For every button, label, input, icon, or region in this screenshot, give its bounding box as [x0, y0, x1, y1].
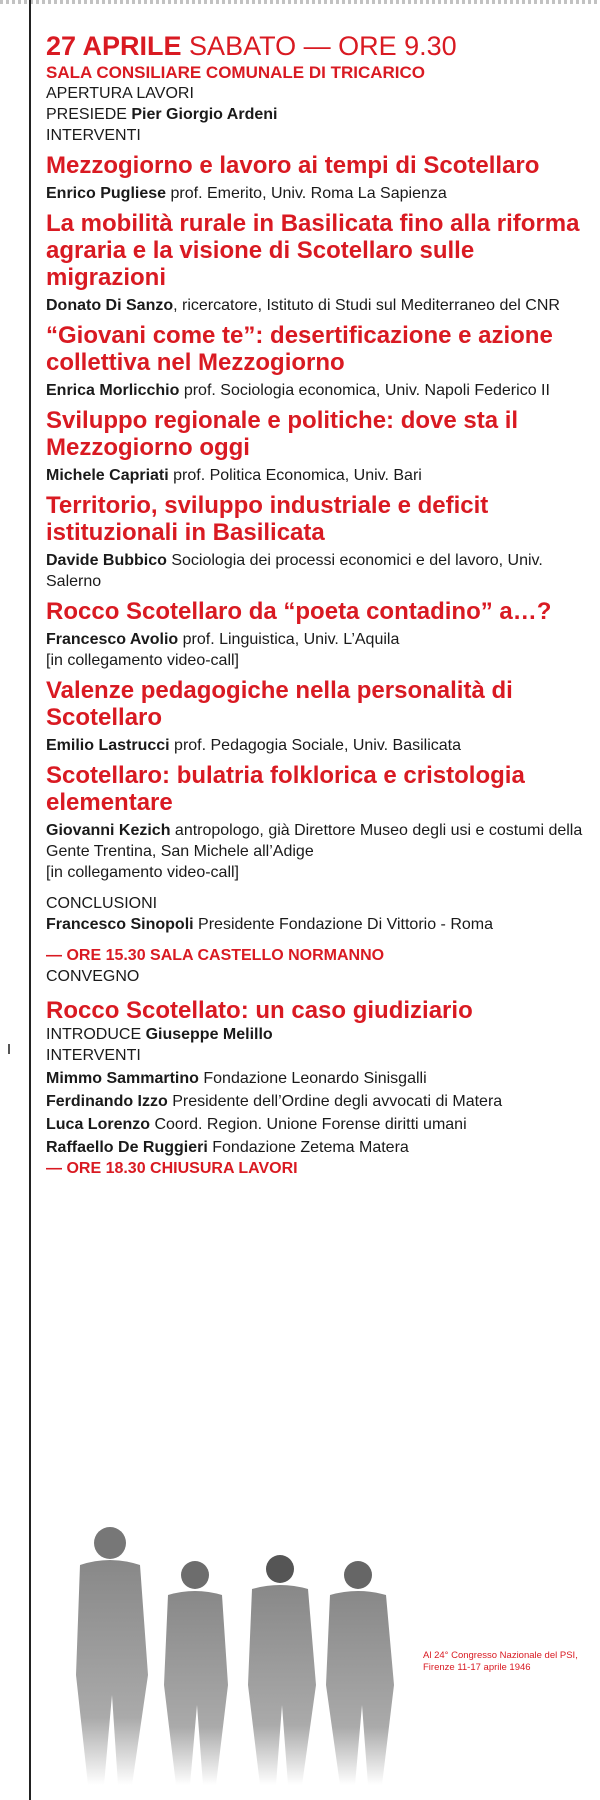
figure-4 — [326, 1561, 394, 1785]
afternoon-time: — ORE 15.30 SALA CASTELLO NORMANNO — [46, 947, 385, 964]
speaker-name: Enrico Pugliese — [46, 185, 167, 202]
conclusions-label: CONCLUSIONI — [46, 895, 158, 912]
talk-speaker — [46, 629, 586, 650]
talk-speaker — [46, 820, 586, 862]
speaker-role: Coord. Region. Unione Forense diritti umani — [150, 1116, 467, 1133]
date-heading — [46, 30, 586, 62]
talk-speaker — [46, 380, 586, 401]
talk-title: Mezzogiorno e lavoro ai tempi di Scotellaro — [46, 152, 540, 179]
photo-caption: Al 24° Congresso Nazionale del PSI, Firenze 11-17 aprile 1946 — [423, 1650, 578, 1673]
speaker-role: prof. Emerito, Univ. Roma La Sapienza — [166, 185, 447, 202]
venue: SALA CONSILIARE COMUNALE DI TRICARICO — [46, 63, 426, 82]
talk-speaker — [46, 735, 586, 756]
speaker-name: Michele Capriati — [46, 467, 169, 484]
figure-1 — [76, 1527, 148, 1785]
intro-label: INTRODUCE — [46, 1026, 146, 1043]
talk-speaker — [46, 295, 586, 316]
interventions-label: INTERVENTI — [46, 127, 141, 144]
talk-note: [in collegamento video-call] — [46, 864, 239, 881]
speaker-name: Davide Bubbico — [46, 552, 167, 569]
speaker-name: Francesco Sinopoli — [46, 916, 194, 933]
speaker-name: Emilio Lastrucci — [46, 737, 170, 754]
speaker-role: Fondazione Leonardo Sinisgalli — [198, 1070, 427, 1087]
closing-line: — ORE 18.30 CHIUSURA LAVORI — [46, 1160, 298, 1177]
speaker-name: Enrica Morlicchio — [46, 382, 180, 399]
talk-title: “Giovani come te”: desertificazione e azione collettiva nel Mezzogiorno — [46, 322, 553, 376]
spacer — [46, 935, 586, 945]
talk-speaker — [46, 183, 586, 204]
speaker-name: Mimmo Sammartino — [46, 1070, 199, 1087]
speaker-role: prof. Sociologia economica, Univ. Napoli Federico II — [179, 382, 550, 399]
date-day: 27 APRILE — [46, 31, 182, 61]
talk-title: Valenze pedagogiche nella personalità di Scotellaro — [46, 677, 513, 731]
afternoon-interventions-label: INTERVENTI — [46, 1047, 141, 1064]
speaker-role: prof. Politica Economica, Univ. Bari — [168, 467, 422, 484]
figure-2 — [164, 1561, 228, 1785]
speaker-name: Francesco Avolio — [46, 631, 179, 648]
afternoon-intro — [46, 1024, 586, 1045]
opening-label: APERTURA LAVORI — [46, 85, 194, 102]
afternoon-speaker — [46, 1091, 586, 1112]
spacer — [46, 883, 586, 893]
speaker-name: Donato Di Sanzo — [46, 297, 174, 314]
speaker-role: prof. Linguistica, Univ. L’Aquila — [178, 631, 400, 648]
margin-mark — [8, 1044, 10, 1054]
program-column — [46, 30, 586, 1179]
afternoon-title: Rocco Scotellato: un caso giudiziario — [46, 997, 473, 1024]
afternoon-speaker — [46, 1114, 586, 1135]
date-rest: SABATO — ORE 9.30 — [181, 31, 457, 61]
afternoon-speaker — [46, 1068, 586, 1089]
chair-label: PRESIEDE — [46, 106, 132, 123]
speaker-role: antropologo, già Direttore Museo degli usi e costumi della Gente Trentina, San Michele all’Adige — [46, 822, 583, 860]
afternoon-speaker — [46, 1137, 586, 1158]
speaker-role: Sociologia dei processi economici e del lavoro, Univ. Salerno — [46, 552, 543, 590]
afternoon-speaker-list — [46, 1068, 586, 1158]
speaker-role: Presidente dell’Ordine degli avvocati di Matera — [167, 1093, 503, 1110]
speaker-role: , ricercatore, Istituto di Studi sul Mediterraneo del CNR — [173, 297, 560, 314]
speaker-name: Luca Lorenzo — [46, 1116, 151, 1133]
chair-line — [46, 104, 586, 125]
speaker-role: prof. Pedagogia Sociale, Univ. Basilicata — [169, 737, 462, 754]
afternoon-label: CONVEGNO — [46, 968, 140, 985]
talk-title: Sviluppo regionale e politiche: dove sta il Mezzogiorno oggi — [46, 407, 519, 461]
intro-name: Giuseppe Melillo — [145, 1026, 273, 1043]
talk-title: Rocco Scotellaro da “poeta contadino” a…? — [46, 598, 552, 625]
column-rule — [29, 0, 31, 1800]
speaker-role: Presidente Fondazione Di Vittorio - Roma — [193, 916, 493, 933]
historic-photo — [40, 1505, 420, 1790]
talk-title: La mobilità rurale in Basilicata fino alla riforma agraria e la visione di Scotellaro sulle migrazioni — [46, 210, 580, 291]
talk-title: Scotellaro: bulatria folklorica e cristologia elementare — [46, 762, 525, 816]
talk-speaker — [46, 465, 586, 486]
talk-list — [46, 152, 586, 883]
speaker-name: Ferdinando Izzo — [46, 1093, 168, 1110]
speaker-name: Giovanni Kezich — [46, 822, 171, 839]
talk-title: Territorio, sviluppo industriale e deficit istituzionali in Basilicata — [46, 492, 489, 546]
speaker-name: Raffaello De Ruggieri — [46, 1139, 208, 1156]
speaker-role: Fondazione Zetema Matera — [207, 1139, 409, 1156]
talk-speaker — [46, 550, 586, 592]
figure-3 — [248, 1555, 316, 1785]
top-edge — [0, 0, 600, 4]
talk-note: [in collegamento video-call] — [46, 652, 239, 669]
chair-name: Pier Giorgio Ardeni — [131, 106, 278, 123]
conclusions-speaker — [46, 914, 586, 935]
